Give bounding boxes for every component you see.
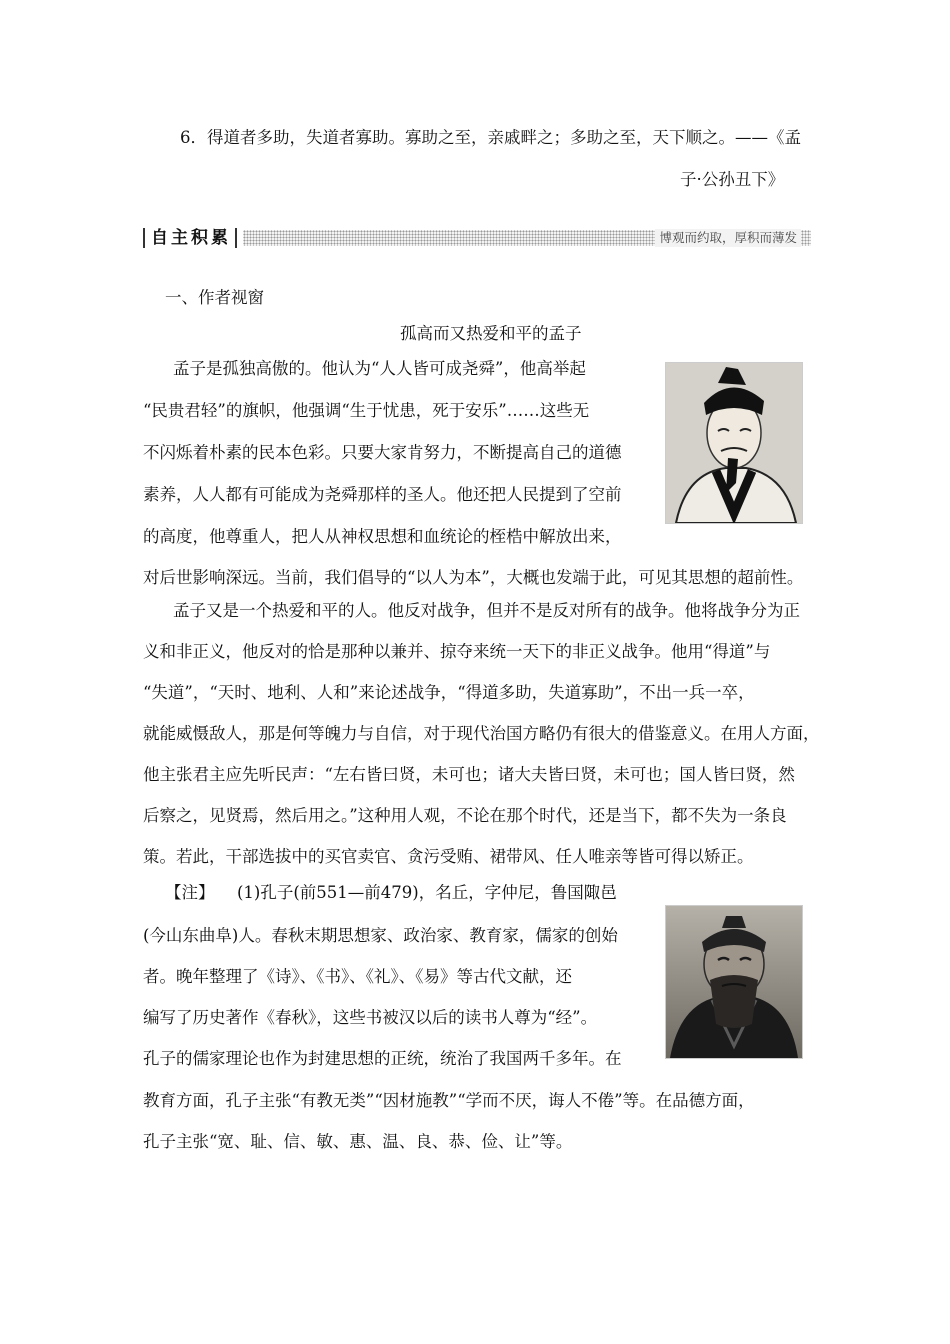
p2-line: 义和非正义，他反对的恰是那种以兼并、掠夺来统一天下的非正义战争。他用“得道”与 [143,642,771,661]
p1-line: 不闪烁着朴素的民本色彩。只要大家肯努力，不断提高自己的道德 [143,443,622,462]
banner-right-bar [235,228,237,248]
note-line: 教育方面，孔子主张“有教无类”“因材施教”“学而不厌，诲人不倦”等。在品德方面， [143,1091,755,1110]
confucius-portrait-svg [666,906,802,1058]
p1-line: “民贵君轻”的旗帜，他强调“生于忧患，死于安乐”……这些无 [143,401,590,420]
section-banner [143,226,811,250]
note-line: 孔子的儒家理论也作为封建思想的正统，统治了我国两千多年。在 [143,1049,622,1068]
mencius-portrait-svg [666,363,802,523]
quote-line-2: 子·公孙丑下》 [680,170,785,189]
section-heading: 一、作者视窗 [165,288,264,307]
banner-slogan: 博观而约取，厚积而薄发 [655,229,801,247]
note-line: (今山东曲阜)人。春秋末期思想家、政治家、教育家，儒家的创始 [143,926,618,945]
confucius-portrait-icon [665,905,803,1059]
article-title: 孤高而又热爱和平的孟子 [400,324,582,343]
note-line: 孔子主张“宽、耻、信、敏、惠、温、良、恭、俭、让”等。 [143,1132,573,1151]
p2-line: “失道”，“天时、地利、人和”来论述战争，“得道多助，失道寡助”，不出一兵一卒， [143,683,755,702]
note-label: 【注】 [165,883,215,902]
banner-left-bar [143,228,145,248]
banner-title: 自主积累 [151,228,231,248]
p1-line: 孟子是孤独高傲的。他认为“人人皆可成尧舜”，他高举起 [173,359,586,378]
note-line: 者。晚年整理了《诗》、《书》、《礼》、《易》等古代文献，还 [143,967,572,986]
p1-line: 的高度，他尊重人，把人从神权思想和血统论的桎梏中解放出来， [143,527,622,546]
quote-line-1: 6．得道者多助，失道者寡助。寡助之至，亲戚畔之；多助之至，天下顺之。——《孟 [180,128,801,147]
p2-line: 孟子又是一个热爱和平的人。他反对战争，但并不是反对所有的战争。他将战争分为正 [173,601,800,620]
p2-line: 他主张君主应先听民声：“左右皆曰贤，未可也；诸大夫皆曰贤，未可也；国人皆曰贤，然 [143,765,795,784]
p1-line: 对后世影响深远。当前，我们倡导的“以人为本”，大概也发端于此，可见其思想的超前性。 [143,568,804,587]
p1-line: 素养，人人都有可能成为尧舜那样的圣人。他还把人民提到了空前 [143,485,622,504]
note-line: 编写了历史著作《春秋》，这些书被汉以后的读书人尊为“经”。 [143,1008,598,1027]
p2-line: 策。若此，干部选拔中的买官卖官、贪污受贿、裙带风、任人唯亲等皆可得以矫正。 [143,847,754,866]
p2-line: 后察之，见贤焉，然后用之。”这种用人观，不论在那个时代，还是当下，都不失为一条良 [143,806,787,825]
mencius-portrait-icon [665,362,803,524]
note-line: (1)孔子(前551—前479)，名丘，字仲尼，鲁国陬邑 [237,883,617,902]
p2-line: 就能威慑敌人，那是何等魄力与自信，对于现代治国方略仍有很大的借鉴意义。在用人方面， [143,724,820,743]
